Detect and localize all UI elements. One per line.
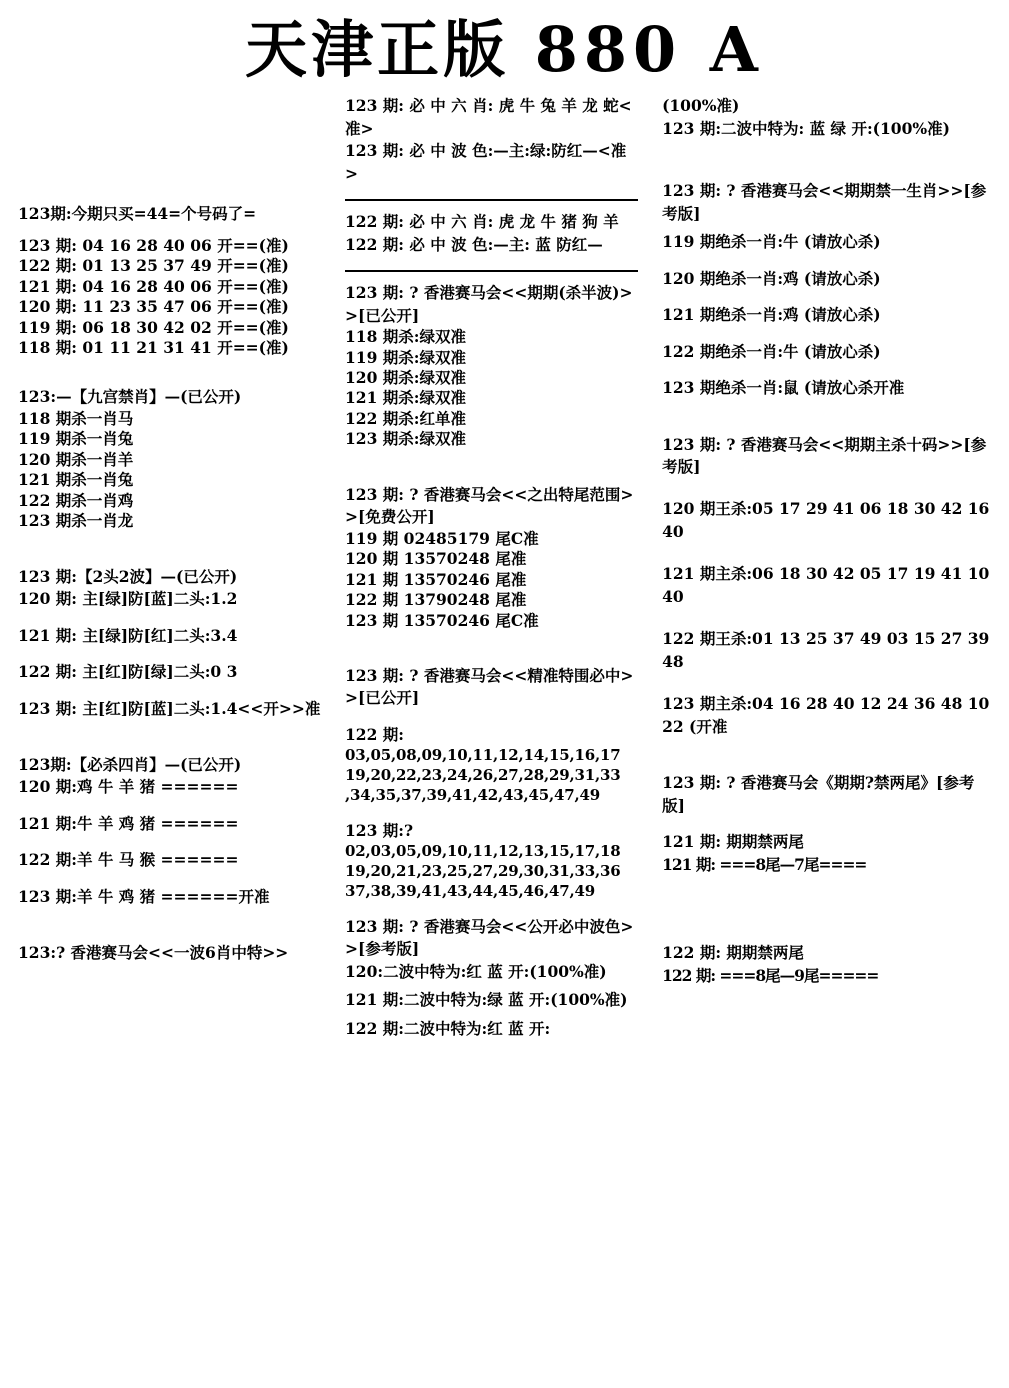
line: 122 期 13790248 尾准	[345, 590, 527, 610]
line: 123 期: 必 中 六 肖: 虎 牛 兔 羊 龙 蛇<准>	[345, 96, 632, 138]
block-jiugong-jinxiao	[18, 386, 321, 531]
line: 123:? 香港赛马会<<一波6肖中特>>	[18, 943, 289, 963]
column-right	[652, 95, 991, 1001]
line: 123 期: 主[红]防[蓝]二头:1.4<<开>>准	[18, 698, 321, 718]
line: 123 期杀一肖龙	[18, 511, 134, 531]
block-ban-two-tails-122	[662, 942, 991, 987]
line: 122 期:羊 牛 马 猴 ======	[18, 850, 239, 870]
line: 123 期:?	[345, 820, 414, 840]
divider	[345, 270, 638, 272]
line: 122 期:二波中特为:红 蓝 开:	[345, 1018, 551, 1038]
line: 122 期杀一肖鸡	[18, 490, 134, 510]
line: 123 期: ? 香港赛马会<<精准特围必中>>[已公开]	[345, 665, 634, 708]
line: 123 期: ? 香港赛马会<<之出特尾范围>>[免费公开]	[345, 484, 634, 527]
line: 119 期: 06 18 30 42 02 开==(准)	[18, 317, 289, 337]
block-one-wave-six	[18, 942, 321, 964]
column-middle	[335, 95, 652, 1054]
block-123-six-xiao	[345, 95, 638, 185]
line: 121 期杀:绿双准	[345, 388, 466, 408]
block-current-issue	[18, 203, 321, 358]
line: 120 期杀一肖羊	[18, 449, 134, 469]
block-ban-two-tails	[662, 772, 991, 876]
line: 121 期: 主[绿]防[红]二头:3.4	[18, 625, 238, 645]
line: 118 期: 01 11 21 31 41 开==(准)	[18, 338, 289, 358]
line: 121 期绝杀一肖:鸡 (请放心杀)	[662, 305, 881, 325]
block-precise-range	[345, 665, 638, 902]
line: 122 期: 01 13 25 37 49 开==(准)	[18, 256, 289, 276]
line: 120 期王杀:05 17 29 41 06 18 30 42 16 40	[662, 499, 990, 541]
block-122-six-xiao	[345, 211, 638, 256]
line: 121 期主杀:06 18 30 42 05 17 19 41 10 40	[662, 564, 990, 606]
line: 19,20,21,23,25,27,29,30,31,33,36	[345, 862, 621, 881]
line: 123 期: 必 中 波 色:—主:绿:防红—<准>	[345, 141, 627, 183]
line: 120:二波中特为:红 蓝 开:(100%准)	[345, 961, 607, 981]
block-must-kill-four	[18, 754, 321, 908]
line: 122 期: ===8尾—9尾=====	[662, 965, 879, 985]
block-public-wave-color	[345, 916, 638, 1040]
line: 123期:【必杀四肖】—(已公开)	[18, 755, 242, 775]
block-two-head-two-wave	[18, 566, 321, 720]
line: 120 期绝杀一肖:鸡 (请放心杀)	[662, 268, 881, 288]
line: 123 期:羊 牛 鸡 猪 ======开准	[18, 886, 270, 906]
line: 119 期 02485179 尾C准	[345, 528, 539, 548]
line: 119 期杀:绿双准	[345, 347, 466, 367]
line: 19,20,22,23,24,26,27,28,29,31,33	[345, 766, 621, 785]
line: 121 期: 04 16 28 40 06 开==(准)	[18, 276, 289, 296]
divider	[345, 199, 638, 201]
line: 121 期: ===8尾—7尾====	[662, 854, 867, 874]
line: 122 期: 期期禁两尾	[662, 943, 804, 963]
line: 120 期 13570248 尾准	[345, 549, 527, 569]
block-main-kill-ten	[662, 434, 991, 739]
line: 123 期: ? 香港赛马会<<期期主杀十码>>[参考版]	[662, 434, 987, 476]
block-ban-one-zodiac	[662, 180, 991, 399]
block-tail-range	[345, 484, 638, 631]
line: 122 期王杀:01 13 25 37 49 03 15 27 39 48	[662, 629, 990, 671]
line: (100%准)	[662, 96, 740, 116]
line: 03,05,08,09,10,11,12,14,15,16,17	[345, 746, 621, 765]
line: 122 期: 必 中 波 色:—主: 蓝 防红—	[345, 234, 603, 254]
title-cn: 天津正版	[245, 13, 510, 86]
line: 118 期杀一肖马	[18, 408, 134, 428]
line: 123 期: ? 香港赛马会《期期?禁两尾》[参考版]	[662, 773, 975, 815]
line: 123 期:二波中特为: 蓝 绿 开:(100%准)	[662, 118, 950, 138]
line: 122 期绝杀一肖:牛 (请放心杀)	[662, 341, 881, 361]
line: 120 期: 11 23 35 47 06 开==(准)	[18, 297, 289, 317]
block-kill-half-wave	[345, 282, 638, 450]
line: 123 期:【2头2波】—(已公开)	[18, 566, 238, 586]
line: 123 期: ? 香港赛马会<<公开必中波色>>[参考版]	[345, 916, 634, 959]
line: 123 期杀:绿双准	[345, 429, 466, 449]
block-wave-color-cont	[662, 95, 991, 140]
line: 123:—【九宫禁肖】—(已公开)	[18, 387, 242, 407]
line: 122 期: 主[红]防[绿]二头:0 3	[18, 662, 238, 682]
line: 37,38,39,41,43,44,45,46,47,49	[345, 881, 595, 900]
line: 122 期杀:红单准	[345, 408, 466, 428]
line: 121 期杀一肖兔	[18, 470, 134, 490]
line: 123 期: ? 香港赛马会<<期期(杀半波)>>[已公开]	[345, 283, 633, 325]
line: 122 期:	[345, 724, 404, 744]
line: 123 期: 04 16 28 40 06 开==(准)	[18, 235, 289, 255]
line: 120 期: 主[绿]防[蓝]二头:1.2	[18, 589, 238, 609]
line: 119 期绝杀一肖:牛 (请放心杀)	[662, 232, 881, 252]
line: 120 期:鸡 牛 羊 猪 ======	[18, 777, 239, 797]
line: 121 期: 期期禁两尾	[662, 832, 804, 852]
content-columns	[18, 95, 991, 1054]
line: 123 期: ? 香港赛马会<<期期禁一生肖>>[参考版]	[662, 181, 987, 223]
title-number: 880 A	[534, 13, 764, 86]
line: 122 期: 必 中 六 肖: 虎 龙 牛 猪 狗 羊	[345, 212, 619, 232]
line: 121 期 13570246 尾准	[345, 569, 527, 589]
line: 120 期杀:绿双准	[345, 367, 466, 387]
line: ,34,35,37,39,41,42,43,45,47,49	[345, 785, 600, 804]
column-left	[18, 95, 335, 979]
line: 123 期绝杀一肖:鼠 (请放心杀开准	[662, 378, 905, 398]
line: 118 期杀:绿双准	[345, 327, 466, 347]
line: 121 期:牛 羊 鸡 猪 ======	[18, 813, 239, 833]
line: 02,03,05,09,10,11,12,13,15,17,18	[345, 842, 621, 861]
line: 123 期主杀:04 16 28 40 12 24 36 48 10 22 (开准	[662, 694, 990, 736]
line: 123期:今期只买=44=个号码了=	[18, 204, 257, 224]
line: 119 期杀一肖兔	[18, 429, 134, 449]
line: 123 期 13570246 尾C准	[345, 610, 539, 630]
page-title	[18, 14, 991, 85]
line: 121 期:二波中特为:绿 蓝 开:(100%准)	[345, 990, 628, 1010]
